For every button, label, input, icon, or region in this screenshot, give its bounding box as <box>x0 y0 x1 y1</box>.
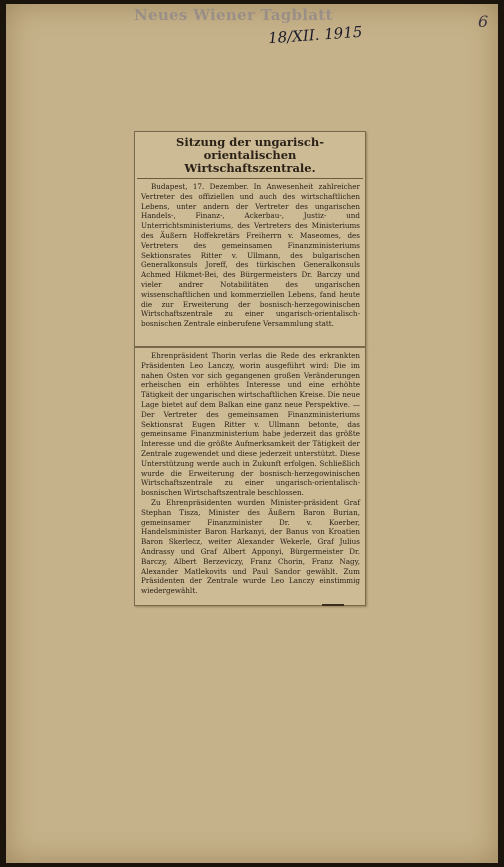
paragraph-1: Budapest, 17. Dezember. In Anwesenheit zahlreicher Vertreter des offiziellen und auch des wirtschaftlichen Lebens, unter andern der Vertreter des ungarischen Handels-, Finanz-, Ackerbau-, Justiz- und Unterrichtsministeriums, des Vertreters des Ministeriums des Äußern Hoffekretärs Freiherrn v. Maseomes, des Vertreters des gemeinsamen Finanzministeriums Sektionsrates Ritter v. Ullmann, des bulgarischen Generalkonsuls Joreff, des türkischen Generalkonsuls Achmed Hikmet-Bei, des Bürgermeisters Dr. Barczy und vieler andrer Notabilitäten des ungarischen wissenschaftlichen und kommerziellen Lebens, fand heute die zur Erweiterung der bosnisch-herzegowinischen Wirtschaftszentrale zu einer ungarisch-orientalisch-bosnischen Zentrale einberufene Versammlung statt. <box>141 182 360 329</box>
article-title: Sitzung der ungarisch-orientalischen Wirtschaftszentrale. <box>137 132 363 179</box>
article-body-upper <box>135 179 365 329</box>
newspaper-stamp: Neues Wiener Tagblatt <box>134 6 333 24</box>
clipping-lower <box>134 347 366 606</box>
end-rule <box>322 604 344 606</box>
page-number: 6 <box>478 12 489 31</box>
paragraph-3: Zu Ehrenpräsidenten wurden Minister-präsident Graf Stephan Tisza, Minister des Äußern Baron Burian, gemeinsamer Finanzminister Dr. v. Koerber, Handelsminister Baron Harkanyi, der Banus von Kroatien Baron Skerlecz, weiter Alexander Wekerle, Graf Julius Andrassy und Graf Albert Apponyi, Bürgermeister Dr. Barczy, Albert Berzeviczy, Franz Chorin, Franz Nagy, Alexander Matlekovits und Paul Sandor gewählt. Zum Präsidenten der Zentrale wurde Leo Lanczy einstimmig wiedergewählt. <box>141 497 360 596</box>
handwritten-date: 18/XII. 1915 <box>267 22 363 48</box>
clipping-upper <box>134 131 366 347</box>
archive-page <box>6 4 498 863</box>
article-body-lower <box>135 348 365 596</box>
paragraph-2: Ehrenpräsident Thorin verlas die Rede des erkrankten Präsidenten Leo Lanczy, worin ausgeführt wird: Die im nahen Osten vor sich gegangenen großen Veränderungen erheischen ein erhöhtes Interesse und eine erhöhte Tätigkeit der ungarischen wirtschaftlichen Kreise. Die neue Lage bietet auf dem Balkan eine ganz neue Perspektive. — Der Vertreter des gemeinsamen Finanzministeriums Sektionsrat Eugen Ritter v. Ullmann betonte, das gemeinsame Finanzministerium habe jederzeit das größte Interesse und die größte Aufmerksamkeit der Tätigkeit der Zentrale zugewendet und diese jederzeit unterstützt. Diese Unterstützung werde auch in Zukunft erfolgen. Schließlich wurde die Erweiterung der bosnisch-herzegowinischen Wirtschaftszentrale zu einer ungarisch-orientalisch-bosnischen Wirtschaftszentrale beschlossen. <box>141 351 360 498</box>
